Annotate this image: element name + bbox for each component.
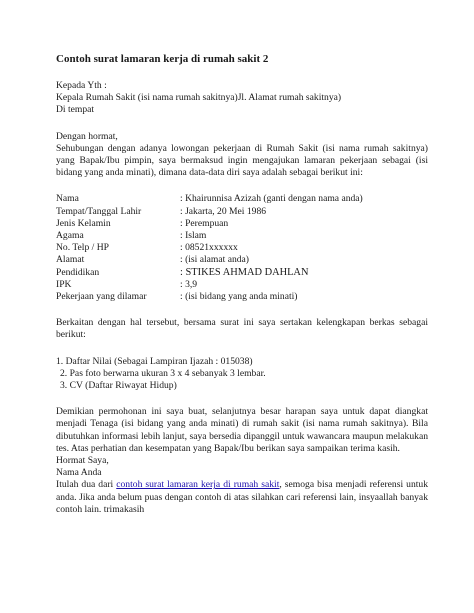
- data-label: Nama: [56, 193, 79, 205]
- data-label: Alamat: [56, 254, 85, 266]
- data-value: : Perempuan: [180, 217, 229, 229]
- sign-off: Hormat Saya,: [56, 455, 109, 467]
- list-item: 1. Daftar Nilai (Sebagai Lampiran Ijazah : 015038): [56, 355, 253, 367]
- address-line: Kepada Yth :: [56, 80, 107, 91]
- data-label: IPK: [56, 278, 72, 290]
- data-row: [56, 218, 428, 230]
- data-value: : Islam: [180, 230, 207, 242]
- letter-body: [56, 52, 431, 516]
- data-label: Pendidikan: [56, 266, 100, 278]
- list-item: 2. Pas foto berwarna ukuran 3 x 4 sebanyak 3 lembar.: [60, 367, 266, 379]
- data-label: Pekerjaan yang dilamar: [56, 291, 147, 303]
- reference-link[interactable]: contoh surat lamaran kerja di rumah sakit: [116, 479, 280, 491]
- data-value: : STIKES AHMAD DAHLAN: [180, 266, 309, 278]
- list-item: 3. CV (Daftar Riwayat Hidup): [60, 380, 177, 392]
- data-row: [56, 279, 428, 291]
- data-label: Jenis Kelamin: [56, 217, 111, 229]
- document-title: Contoh surat lamaran kerja di rumah sakit 2: [56, 53, 269, 65]
- attachments-intro: Berkaitan dengan hal tersebut, bersama surat ini saya sertakan kelengkapan berkas sebagai berikut:: [56, 317, 431, 341]
- intro-paragraph: Sehubungan dengan adanya lowongan pekerjaan di Rumah Sakit (isi nama rumah sakitnya) yang Bapak/Ibu pimpin, saya bermaksud ingin mengajukan lamaran pekerjaan sebagai (isi bidang yang anda minati), dimana data-data diri saya adalah sebagai berikut ini:: [56, 142, 431, 179]
- footer-prefix: Itulah dua dari: [56, 479, 117, 491]
- attachments-list: [56, 356, 428, 393]
- footer-suffix: , semoga bisa menjadi referensi untuk anda. Jika anda belum puas dengan contoh di atas silahkan cari referensi lain, insyaallah banyak contoh lain. trimakasih: [56, 479, 431, 515]
- data-value: : Khairunnisa Azizah (ganti dengan nama anda): [180, 193, 363, 205]
- data-label: No. Telp / HP: [56, 242, 109, 254]
- footer-paragraph: [56, 479, 431, 516]
- data-value: : Jakarta, 20 Mei 1986: [180, 205, 267, 217]
- address-line: Di tempat: [56, 104, 95, 116]
- data-row: [56, 267, 428, 279]
- data-row: [56, 291, 428, 303]
- closing-paragraph: Demikian permohonan ini saya buat, selanjutnya besar harapan saya untuk dapat diangkat menjadi Tenaga (isi bidang yang anda minati) di rumah sakit (isi nama rumah sakitnya). Bila dibutuhkan informasi lebih lanjut, saya bersedia dipanggil untuk wawancara maupun melakukan tes. Atas perhatian dan kesempatan yang Bapak/Ibu berikan saya sampaikan terima kasih.: [56, 406, 431, 454]
- data-row: [56, 230, 428, 242]
- data-row: [56, 254, 428, 266]
- address-line: Kepala Rumah Sakit (isi nama rumah sakitnya)Jl. Alamat rumah sakitnya): [56, 92, 342, 104]
- data-value: : (isi bidang yang anda minati): [180, 291, 298, 303]
- data-label: Tempat/Tanggal Lahir: [56, 205, 142, 217]
- data-value: : 08521xxxxxx: [180, 242, 238, 254]
- data-value: : (isi alamat anda): [180, 254, 249, 266]
- recipient-address: [56, 80, 428, 117]
- data-row: [56, 206, 428, 218]
- data-row: [56, 242, 428, 254]
- data-row: [56, 193, 428, 205]
- personal-data-list: [56, 193, 428, 303]
- greeting: Dengan hormat,: [56, 130, 118, 142]
- signer-name: Nama Anda: [56, 467, 102, 479]
- data-value: : 3,9: [180, 278, 198, 290]
- data-label: Agama: [56, 230, 84, 242]
